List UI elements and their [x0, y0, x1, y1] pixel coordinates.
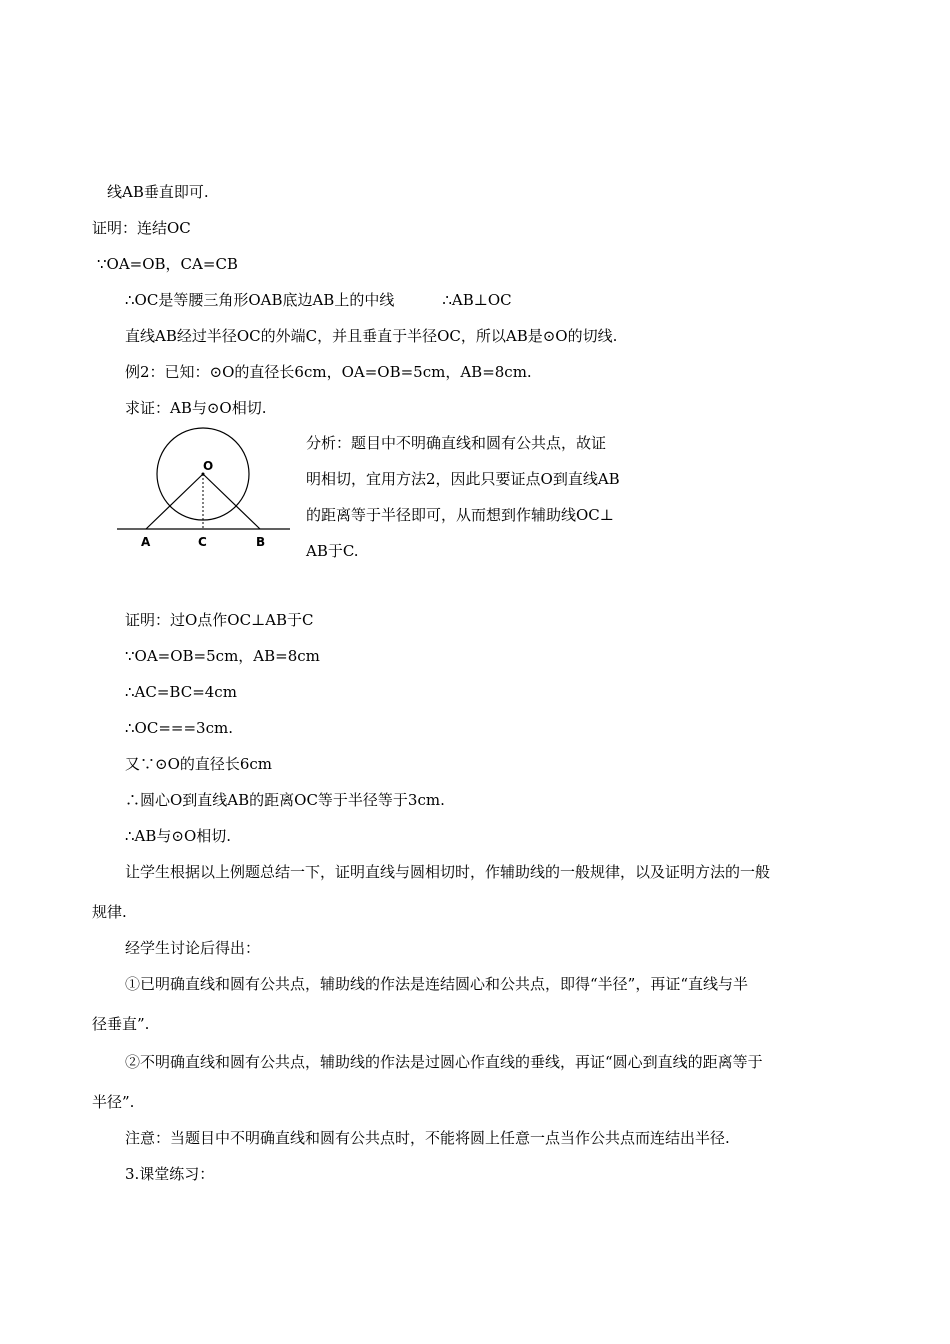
proof-line-6: ∴圆心O到直线AB的距离OC等于半径等于3cm.	[125, 791, 445, 809]
segment-ob	[203, 474, 260, 529]
summary-line-4b: 半径”.	[92, 1093, 135, 1111]
text-line-tangent-conclusion: 直线AB经过半径OC的外端C，并且垂直于半径OC，所以AB是⊙O的切线.	[125, 327, 618, 345]
label-b: B	[256, 535, 266, 549]
summary-line-2: 经学生讨论后得出：	[125, 939, 261, 957]
proof-line-1: 证明：过O点作OC⊥AB于C	[125, 611, 314, 629]
summary-line-1b: 规律.	[92, 903, 127, 921]
summary-line-3a: ①已明确直线和圆有公共点，辅助线的作法是连结圆心和公共点，即得“半径”，再证“直线与半	[125, 975, 749, 993]
text-line-example-2-given: 例2：已知：⊙O的直径长6cm，OA=OB=5cm，AB=8cm.	[125, 363, 532, 381]
text-line-median-conclusion	[125, 290, 512, 310]
label-o: O	[203, 459, 214, 473]
proof-line-4: ∴OC===3cm.	[125, 719, 233, 737]
summary-line-3b: 径垂直”.	[92, 1015, 150, 1033]
text-ab-perp-oc: ∴AB⊥OC	[442, 291, 512, 309]
proof-line-3: ∴AC=BC=4cm	[125, 683, 237, 701]
summary-line-1a: 让学生根据以上例题总结一下，证明直线与圆相切时，作辅助线的一般规律，以及证明方法的一般	[125, 863, 771, 881]
text-line-proof-connect-oc: 证明：连结OC	[92, 219, 191, 237]
analysis-line-4: AB于C.	[306, 542, 359, 560]
note-line: 注意：当题目中不明确直线和圆有公共点时，不能将圆上任意一点当作公共点而连结出半径.	[125, 1129, 730, 1147]
proof-line-5: 又∵⊙O的直径长6cm	[125, 755, 273, 773]
label-a: A	[141, 535, 151, 549]
proof-line-2: ∵OA=OB=5cm，AB=8cm	[125, 647, 320, 665]
text-median: ∴OC是等腰三角形OAB底边AB上的中线	[125, 291, 395, 309]
analysis-line-1: 分析：题目中不明确直线和圆有公共点，故证	[306, 434, 607, 452]
summary-line-4a: ②不明确直线和圆有公共点，辅助线的作法是过圆心作直线的垂线，再证“圆心到直线的距离等于	[125, 1053, 763, 1071]
text-line-ab-perpendicular: 线AB垂直即可.	[107, 183, 209, 201]
segment-oa	[146, 474, 203, 529]
section-heading-classroom-exercise: 3.课堂练习：	[125, 1165, 215, 1183]
text-line-oa-ob-ca-cb: ∵OA=OB，CA=CB	[97, 255, 238, 273]
label-c: C	[198, 535, 207, 549]
text-line-prove-tangent: 求证：AB与⊙O相切.	[125, 399, 267, 417]
proof-line-7: ∴AB与⊙O相切.	[125, 827, 232, 845]
analysis-line-2: 明相切，宜用方法2，因此只要证点O到直线AB	[306, 470, 620, 488]
analysis-line-3: 的距离等于半径即可，从而想到作辅助线OC⊥	[306, 506, 614, 524]
geometry-figure	[115, 425, 290, 550]
